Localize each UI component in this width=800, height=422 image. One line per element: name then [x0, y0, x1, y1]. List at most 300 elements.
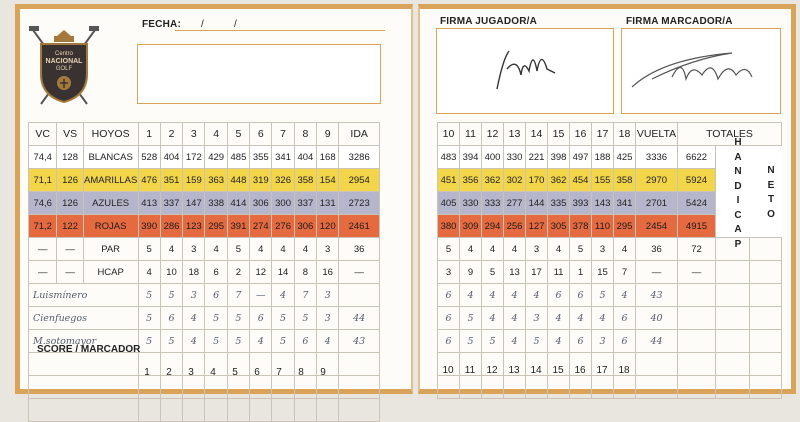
row-hole-value: 4 — [504, 238, 526, 261]
fecha-sep-1: / — [201, 19, 204, 30]
player-hole-score: 5 — [526, 330, 548, 353]
tee-grand-total: 5424 — [678, 192, 716, 215]
footer-hole-number: 11 — [464, 365, 476, 376]
footer-hole-number: 18 — [618, 365, 630, 376]
tee-hole-distance: 319 — [250, 169, 272, 192]
tee-vs: 122 — [57, 215, 83, 238]
row-hole-value: 12 — [250, 261, 272, 284]
row-label: PAR — [83, 238, 138, 261]
front-par-row — [29, 238, 380, 261]
tee-vc: 74,6 — [29, 192, 57, 215]
player-hole-score: 6 — [614, 330, 636, 353]
tee-ida-total: 3286 — [339, 146, 380, 169]
row-vs: — — [57, 238, 83, 261]
empty-cell — [138, 399, 160, 422]
tee-hole-distance: 131 — [317, 192, 339, 215]
player-hole-score: 4 — [592, 307, 614, 330]
tee-hole-distance: 147 — [183, 192, 205, 215]
back-header-cell: 13 — [504, 123, 526, 146]
tee-hole-distance: 356 — [460, 169, 482, 192]
fecha-label: FECHA: — [142, 19, 181, 30]
player-total-score — [678, 284, 716, 307]
tee-hole-distance: 337 — [294, 192, 316, 215]
tee-hole-distance: 404 — [294, 146, 316, 169]
tee-hole-distance: 362 — [548, 169, 570, 192]
footer-hole-number: 12 — [486, 365, 498, 376]
tee-vuelta-total: 2454 — [636, 215, 678, 238]
empty-cell — [482, 376, 504, 399]
empty-cell — [339, 376, 380, 399]
row-hole-value: 13 — [504, 261, 526, 284]
empty-cell — [272, 399, 294, 422]
tee-hole-distance: 123 — [183, 215, 205, 238]
player-hole-score: 4 — [548, 330, 570, 353]
front-header-cell: 9 — [317, 123, 339, 146]
empty-cell — [29, 353, 139, 376]
back-par-row — [438, 238, 782, 261]
row-vc: — — [29, 238, 57, 261]
tee-vc: 74,4 — [29, 146, 57, 169]
back-header-cell: 10 — [438, 123, 460, 146]
tee-hole-distance: 485 — [227, 146, 249, 169]
player-hole-score: 7 — [227, 284, 249, 307]
tee-hole-distance: 448 — [227, 169, 249, 192]
front-tee-row — [29, 215, 380, 238]
empty-cell — [317, 399, 339, 422]
front-header-cell: VC — [29, 123, 57, 146]
tee-hole-distance: 363 — [205, 169, 227, 192]
footer-hole-number: 8 — [298, 367, 304, 378]
footer-hole-number: 4 — [210, 367, 216, 378]
player-hole-score: 4 — [614, 284, 636, 307]
row-vuelta: 36 — [636, 238, 678, 261]
footer-hole-number: 2 — [166, 367, 172, 378]
tee-hole-distance: 295 — [614, 215, 636, 238]
empty-cell — [339, 353, 380, 376]
back-header-cell: 11 — [460, 123, 482, 146]
tee-hole-distance: 355 — [250, 146, 272, 169]
row-total: 72 — [678, 238, 716, 261]
row-total: — — [339, 261, 380, 284]
footer-hole-number: 14 — [530, 365, 542, 376]
row-hole-value: 3 — [438, 261, 460, 284]
handicap-cell — [716, 330, 750, 353]
score-marcador-label: SCORE / MARCADOR — [37, 344, 141, 355]
tee-hole-distance: 256 — [504, 215, 526, 238]
back-tee-row — [438, 169, 782, 192]
tee-hole-distance: 302 — [504, 169, 526, 192]
back-player-row — [438, 307, 782, 330]
neto-cell — [750, 261, 782, 284]
row-hole-value: 3 — [526, 238, 548, 261]
tee-name: ROJAS — [83, 215, 138, 238]
tee-hole-distance: 341 — [614, 192, 636, 215]
player-hole-score: 5 — [227, 330, 249, 353]
tee-hole-distance: 378 — [570, 215, 592, 238]
player-hole-score: 6 — [438, 284, 460, 307]
back-header-cell: 12 — [482, 123, 504, 146]
player-hole-score: 4 — [482, 307, 504, 330]
player-hole-score: 6 — [294, 330, 316, 353]
front-header-cell: 5 — [227, 123, 249, 146]
row-hole-value: 4 — [205, 238, 227, 261]
row-vuelta: — — [636, 261, 678, 284]
row-hole-value: 3 — [183, 238, 205, 261]
tee-hole-distance: 294 — [482, 215, 504, 238]
tee-hole-distance: 425 — [614, 146, 636, 169]
tee-hole-distance: 144 — [526, 192, 548, 215]
player-total-score — [678, 330, 716, 353]
row-hole-value: 5 — [570, 238, 592, 261]
tee-hole-distance: 127 — [526, 215, 548, 238]
neto-cell — [750, 284, 782, 307]
tee-ida-total: 2461 — [339, 215, 380, 238]
empty-cell — [339, 399, 380, 422]
empty-cell — [294, 399, 316, 422]
tee-hole-distance: 380 — [438, 215, 460, 238]
tee-hole-distance: 221 — [526, 146, 548, 169]
footer-hole-number: 1 — [144, 367, 150, 378]
tee-hole-distance: 338 — [205, 192, 227, 215]
tee-hole-distance: 188 — [592, 146, 614, 169]
front-tee-row — [29, 192, 380, 215]
empty-cell — [614, 376, 636, 399]
tee-name: BLANCAS — [83, 146, 138, 169]
tee-hole-distance: 277 — [504, 192, 526, 215]
row-hole-value: 3 — [592, 238, 614, 261]
logo-text-mid: NACIONAL — [45, 58, 83, 65]
player-vuelta-score: 43 — [636, 284, 678, 307]
front-header-cell: 2 — [160, 123, 182, 146]
row-hole-value: 4 — [250, 238, 272, 261]
tee-hole-distance: 398 — [548, 146, 570, 169]
player-vuelta-score: 40 — [636, 307, 678, 330]
player-hole-score: 4 — [504, 307, 526, 330]
tee-hole-distance: 306 — [250, 192, 272, 215]
row-hole-value: 17 — [526, 261, 548, 284]
empty-cell — [504, 376, 526, 399]
tee-hole-distance: 341 — [272, 146, 294, 169]
tee-hole-distance: 335 — [548, 192, 570, 215]
row-hole-value: 5 — [482, 261, 504, 284]
empty-cell — [636, 376, 678, 399]
tee-hole-distance: 168 — [317, 146, 339, 169]
player-hole-score: 6 — [570, 330, 592, 353]
row-hole-value: 1 — [570, 261, 592, 284]
empty-cell — [716, 353, 750, 376]
player-hole-score: 4 — [272, 284, 294, 307]
footer-hole-number: 16 — [574, 365, 586, 376]
tee-hole-distance: 451 — [438, 169, 460, 192]
tee-hole-distance: 155 — [592, 169, 614, 192]
empty-cell — [678, 376, 716, 399]
firma-jugador-label: FIRMA JUGADOR/A — [440, 16, 538, 27]
handicap-cell — [716, 307, 750, 330]
totales-header: TOTALES — [678, 123, 782, 146]
player-hole-score: 6 — [160, 307, 182, 330]
front-header-cell: IDA — [339, 123, 380, 146]
logo-text-top: Centro — [54, 51, 74, 57]
front-header-row — [29, 123, 380, 146]
tee-hole-distance: 333 — [482, 192, 504, 215]
player-hole-score: 5 — [160, 284, 182, 307]
player-name: Luismínero — [29, 284, 139, 307]
footer-hole-number: 17 — [596, 365, 608, 376]
centro-nacional-golf-logo — [27, 22, 101, 110]
tee-grand-total: 6622 — [678, 146, 716, 169]
front-header-cell: 6 — [250, 123, 272, 146]
tee-hole-distance: 351 — [160, 169, 182, 192]
front-header-cell: VS — [57, 123, 83, 146]
front-header-cell: 3 — [183, 123, 205, 146]
row-hole-value: 5 — [227, 238, 249, 261]
player-hole-score: 3 — [592, 330, 614, 353]
row-hole-value: 8 — [294, 261, 316, 284]
tee-ida-total: 2954 — [339, 169, 380, 192]
back-nine-table — [437, 122, 782, 399]
player-ida-score — [339, 284, 380, 307]
row-hole-value: 7 — [614, 261, 636, 284]
tee-vuelta-total: 3336 — [636, 146, 678, 169]
handicap-cell — [716, 261, 750, 284]
back-header-cell: VUELTA — [636, 123, 678, 146]
player-hole-score: 6 — [614, 307, 636, 330]
back-header-cell: 16 — [570, 123, 592, 146]
tee-hole-distance: 391 — [227, 215, 249, 238]
player-hole-score: 4 — [482, 284, 504, 307]
player-hole-score: 4 — [504, 330, 526, 353]
front-header-cell: 1 — [138, 123, 160, 146]
fecha-sep-2: / — [234, 19, 237, 30]
front-header-cell: HOYOS — [83, 123, 138, 146]
tee-hole-distance: 170 — [526, 169, 548, 192]
empty-cell — [716, 376, 750, 399]
player-hole-score: — — [250, 284, 272, 307]
player-hole-score: 4 — [570, 307, 592, 330]
handicap-cell — [716, 284, 750, 307]
tee-hole-distance: 528 — [138, 146, 160, 169]
player-hole-score: 4 — [526, 284, 548, 307]
row-hole-value: 5 — [138, 238, 160, 261]
empty-cell — [750, 353, 782, 376]
player-hole-score: 5 — [592, 284, 614, 307]
player-total-score — [678, 307, 716, 330]
tee-vc: 71,1 — [29, 169, 57, 192]
player-hole-score: 5 — [160, 330, 182, 353]
front-player-row — [29, 307, 380, 330]
tee-hole-distance: 286 — [160, 215, 182, 238]
tee-hole-distance: 274 — [250, 215, 272, 238]
row-hole-value: 3 — [317, 238, 339, 261]
empty-cell — [750, 376, 782, 399]
tee-hole-distance: 400 — [482, 146, 504, 169]
player-hole-score: 6 — [205, 284, 227, 307]
row-hole-value: 4 — [138, 261, 160, 284]
player-hole-score: 7 — [294, 284, 316, 307]
tee-hole-distance: 393 — [570, 192, 592, 215]
tee-hole-distance: 305 — [548, 215, 570, 238]
player-hole-score: 3 — [317, 284, 339, 307]
player-hole-score: 5 — [205, 307, 227, 330]
footer-hole-number: 15 — [552, 365, 564, 376]
tee-hole-distance: 143 — [592, 192, 614, 215]
footer-hole-number: 9 — [320, 367, 326, 378]
tee-hole-distance: 154 — [317, 169, 339, 192]
player-name: Cienfuegos — [29, 307, 139, 330]
player-hole-score: 5 — [227, 307, 249, 330]
front-header-cell: 8 — [294, 123, 316, 146]
firma-marcador-box — [621, 28, 781, 114]
empty-cell — [526, 376, 548, 399]
footer-hole-number: 3 — [188, 367, 194, 378]
row-hole-value: 11 — [548, 261, 570, 284]
tee-vs: 128 — [57, 146, 83, 169]
empty-cell — [460, 376, 482, 399]
tee-hole-distance: 276 — [272, 215, 294, 238]
back-header-cell: 17 — [592, 123, 614, 146]
row-label: HCAP — [83, 261, 138, 284]
back-player-row — [438, 330, 782, 353]
row-hole-value: 4 — [460, 238, 482, 261]
back-player-row — [438, 284, 782, 307]
row-hole-value: 15 — [592, 261, 614, 284]
footer-hole-number: 7 — [276, 367, 282, 378]
player-hole-score: 3 — [183, 284, 205, 307]
player-hole-score: 4 — [183, 307, 205, 330]
player-hole-score: 5 — [460, 307, 482, 330]
tee-vuelta-total: 2701 — [636, 192, 678, 215]
player-hole-score: 5 — [294, 307, 316, 330]
handicap-vertical-label: H A N D I C A P — [734, 137, 742, 250]
back-header-cell: 18 — [614, 123, 636, 146]
neto-vertical-label: N E T O — [767, 165, 775, 220]
tee-hole-distance: 306 — [294, 215, 316, 238]
tee-hole-distance: 404 — [160, 146, 182, 169]
empty-cell — [29, 399, 139, 422]
tee-hole-distance: 110 — [592, 215, 614, 238]
player-hole-score: 6 — [438, 330, 460, 353]
tee-hole-distance: 358 — [614, 169, 636, 192]
tee-name: AMARILLAS — [83, 169, 138, 192]
empty-cell — [205, 399, 227, 422]
empty-cell — [183, 399, 205, 422]
footer-hole-number: 5 — [232, 367, 238, 378]
tee-hole-distance: 429 — [205, 146, 227, 169]
tee-hole-distance: 159 — [183, 169, 205, 192]
front-tee-row — [29, 146, 380, 169]
back-empty-row — [438, 376, 782, 399]
tee-hole-distance: 358 — [294, 169, 316, 192]
neto-cell — [750, 330, 782, 353]
row-hole-value: 4 — [614, 238, 636, 261]
player-hole-score: 5 — [205, 330, 227, 353]
tee-hole-distance: 394 — [460, 146, 482, 169]
empty-cell — [548, 376, 570, 399]
front-tee-row — [29, 169, 380, 192]
row-hole-value: 4 — [294, 238, 316, 261]
empty-cell — [29, 376, 139, 399]
back-header-cell: 15 — [548, 123, 570, 146]
tee-hole-distance: 337 — [160, 192, 182, 215]
front-player-row — [29, 284, 380, 307]
back-tee-row — [438, 192, 782, 215]
row-hole-value: 4 — [482, 238, 504, 261]
row-total: 36 — [339, 238, 380, 261]
player-hole-score: 5 — [138, 330, 160, 353]
player-hole-score: 4 — [460, 284, 482, 307]
front-header-cell: 4 — [205, 123, 227, 146]
row-hole-value: 9 — [460, 261, 482, 284]
row-vc: — — [29, 261, 57, 284]
tee-hole-distance: 330 — [460, 192, 482, 215]
back-footer-hole-numbers — [437, 360, 635, 378]
player-hole-score: 5 — [272, 307, 294, 330]
tee-hole-distance: 172 — [183, 146, 205, 169]
player-vuelta-score: 44 — [636, 330, 678, 353]
neto-cell — [750, 238, 782, 261]
player-hole-score: 5 — [138, 307, 160, 330]
row-hole-value: 4 — [548, 238, 570, 261]
player-hole-score: 4 — [317, 330, 339, 353]
row-hole-value: 4 — [272, 238, 294, 261]
player-hole-score: 5 — [272, 330, 294, 353]
tee-hole-distance: 476 — [138, 169, 160, 192]
tee-hole-distance: 326 — [272, 169, 294, 192]
player-ida-score: 43 — [339, 330, 380, 353]
player-hole-score: 6 — [438, 307, 460, 330]
tee-hole-distance: 497 — [570, 146, 592, 169]
empty-cell — [592, 376, 614, 399]
tee-hole-distance: 413 — [138, 192, 160, 215]
player-hole-score: 5 — [460, 330, 482, 353]
tee-hole-distance: 405 — [438, 192, 460, 215]
back-tee-row — [438, 215, 782, 238]
neto-cell — [750, 307, 782, 330]
player-hole-score: 4 — [548, 307, 570, 330]
row-hole-value: 18 — [183, 261, 205, 284]
tee-hole-distance: 483 — [438, 146, 460, 169]
tee-hole-distance: 309 — [460, 215, 482, 238]
footer-hole-number: 6 — [254, 367, 260, 378]
row-hole-value: 16 — [317, 261, 339, 284]
row-vs: — — [57, 261, 83, 284]
row-hole-value: 5 — [438, 238, 460, 261]
row-hole-value: 4 — [160, 238, 182, 261]
fecha-line — [175, 30, 385, 31]
front-footer-hole-numbers — [136, 362, 334, 380]
player-signature — [437, 29, 613, 113]
firma-marcador-label: FIRMA MARCADOR/A — [626, 16, 733, 27]
tee-vuelta-total: 2970 — [636, 169, 678, 192]
empty-cell — [250, 399, 272, 422]
empty-cell — [678, 353, 716, 376]
back-header-cell: 14 — [526, 123, 548, 146]
tee-hole-distance: 120 — [317, 215, 339, 238]
player-hole-score: 3 — [317, 307, 339, 330]
footer-hole-number: 13 — [508, 365, 520, 376]
player-hole-score: 4 — [504, 284, 526, 307]
tee-vs: 126 — [57, 192, 83, 215]
player-hole-score: 6 — [548, 284, 570, 307]
player-hole-score: 4 — [183, 330, 205, 353]
front-empty-row — [29, 399, 380, 422]
tee-hole-distance: 330 — [504, 146, 526, 169]
marker-signature — [622, 29, 780, 113]
player-name: M.sotomayor — [29, 330, 139, 353]
tee-grand-total: 4915 — [678, 215, 716, 238]
logo-text-bot: GOLF — [55, 66, 73, 72]
empty-cell — [438, 376, 460, 399]
